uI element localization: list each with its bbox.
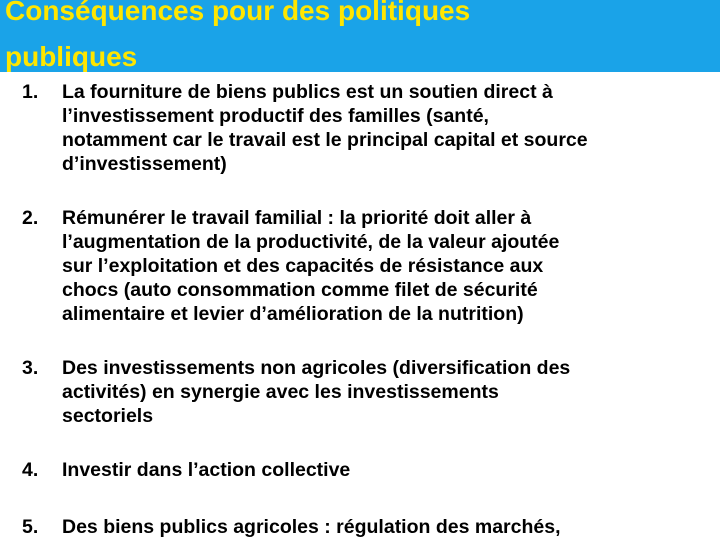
item-number: 5. — [22, 516, 39, 538]
item-number: 1. — [22, 81, 39, 103]
item-number: 3. — [22, 357, 39, 379]
item-number: 4. — [22, 459, 39, 481]
item-text: Des biens publics agricoles : régulation des marchés, — [62, 516, 561, 538]
item-number: 2. — [22, 207, 39, 229]
slide-title: Conséquences pour des politiques publiques — [5, 0, 471, 72]
item-text: Des investissements non agricoles (diversification des activités) en synergie avec les investissements sectoriels — [62, 357, 571, 427]
title-band — [0, 0, 720, 72]
item-text: Investir dans l’action collective — [62, 459, 351, 481]
item-text: La fourniture de biens publics est un soutien direct à l’investissement productif des familles (santé, notamment car le travail est le principal capital et source d’investissement) — [62, 81, 588, 175]
item-text: Rémunérer le travail familial : la priorité doit aller à l’augmentation de la productivité, de la valeur ajoutée sur l’exploitation et des capacités de résistance aux chocs (auto consommation comme filet de sécurité alimentaire et levier d’amélioration de la nutrition) — [62, 207, 560, 325]
